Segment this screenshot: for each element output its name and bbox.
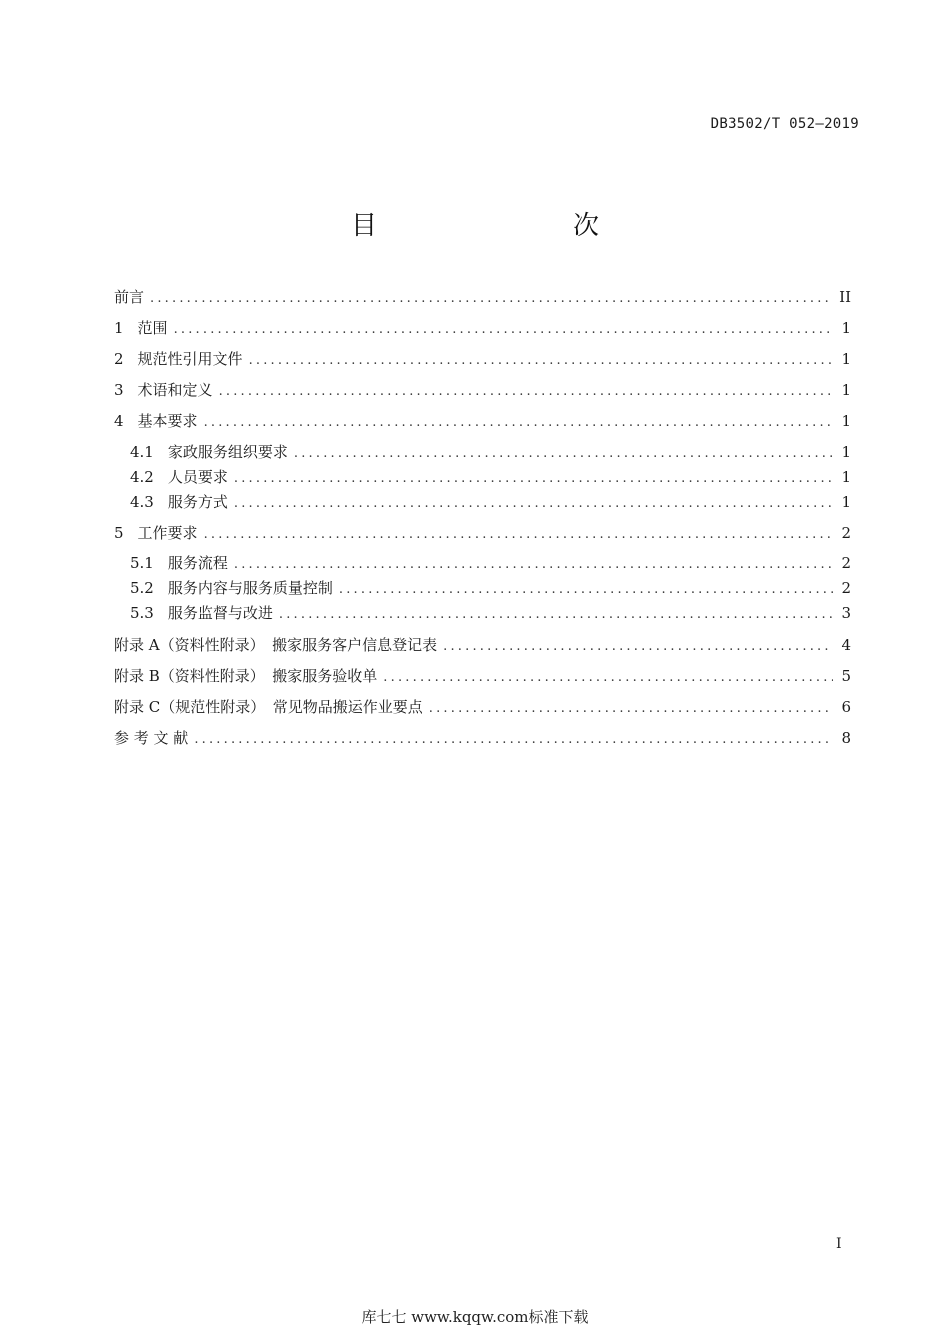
toc-entry-page: 5 bbox=[841, 667, 851, 685]
toc-entry-label: 范围 bbox=[137, 319, 168, 337]
toc-dot-leader bbox=[279, 604, 833, 626]
toc-dot-leader bbox=[234, 468, 833, 490]
toc-entry-label: 人员要求 bbox=[167, 468, 228, 486]
toc-entry-label: 服务监督与改进 bbox=[167, 604, 273, 622]
toc-dot-leader bbox=[429, 698, 833, 720]
toc-entry-page: 1 bbox=[841, 468, 851, 486]
toc-entry-label: 服务方式 bbox=[167, 493, 228, 511]
toc-entry[interactable] bbox=[114, 317, 851, 339]
toc-entry-label: 附录 C（规范性附录） 常见物品搬运作业要点 bbox=[114, 698, 423, 716]
toc-entry-number: 3 bbox=[114, 381, 124, 399]
toc-entry-label: 前言 bbox=[114, 288, 145, 306]
toc-dot-leader bbox=[234, 554, 833, 576]
toc-dot-leader bbox=[204, 412, 833, 434]
toc-entry[interactable] bbox=[130, 466, 851, 488]
toc-entry[interactable] bbox=[114, 634, 851, 656]
toc-entry-label: 附录 A（资料性附录） 搬家服务客户信息登记表 bbox=[114, 636, 438, 654]
page-title: 目 次 bbox=[350, 211, 647, 241]
toc-entry-number: 4.1 bbox=[130, 443, 154, 461]
toc-entry-page: 1 bbox=[841, 381, 851, 399]
toc-entry-number: 4 bbox=[114, 412, 124, 430]
toc-entry-label: 参 考 文 献 bbox=[114, 729, 189, 747]
toc-entry-page: 3 bbox=[841, 604, 851, 622]
toc-entry-label: 规范性引用文件 bbox=[137, 350, 243, 368]
toc-entry[interactable] bbox=[114, 379, 851, 401]
toc-entry[interactable] bbox=[114, 286, 851, 308]
page-number: I bbox=[836, 1236, 842, 1252]
footer-watermark: 库七七 www.kqqw.com标准下载 bbox=[361, 1308, 589, 1326]
toc-entry[interactable] bbox=[114, 696, 851, 718]
toc-dot-leader bbox=[249, 350, 833, 372]
toc-entry-page: II bbox=[839, 288, 851, 306]
toc-entry-number: 4.2 bbox=[130, 468, 154, 486]
toc-dot-leader bbox=[443, 636, 833, 658]
toc-entry[interactable] bbox=[114, 665, 851, 687]
toc-entry-page: 1 bbox=[841, 412, 851, 430]
toc-entry-number: 2 bbox=[114, 350, 124, 368]
toc-entry-page: 2 bbox=[841, 554, 851, 572]
toc-entry-page: 6 bbox=[841, 698, 851, 716]
toc-entry-page: 2 bbox=[841, 524, 851, 542]
toc-entry-page: 8 bbox=[841, 729, 851, 747]
toc-entry[interactable] bbox=[114, 410, 851, 432]
toc-entry[interactable] bbox=[130, 552, 851, 574]
toc-dot-leader bbox=[294, 443, 833, 465]
toc-entry-page: 1 bbox=[841, 493, 851, 511]
toc-entry-number: 5.2 bbox=[130, 579, 154, 597]
toc-entry[interactable] bbox=[130, 577, 851, 599]
toc-entry-number: 4.3 bbox=[130, 493, 154, 511]
toc-entry-number: 5.3 bbox=[130, 604, 154, 622]
toc-entry[interactable] bbox=[130, 602, 851, 624]
toc-entry[interactable] bbox=[130, 441, 851, 463]
toc-entry[interactable] bbox=[130, 491, 851, 513]
toc-entry[interactable] bbox=[114, 348, 851, 370]
toc-entry-label: 附录 B（资料性附录） 搬家服务验收单 bbox=[114, 667, 378, 685]
document-code: DB3502/T 052—2019 bbox=[710, 116, 859, 132]
toc-dot-leader bbox=[150, 288, 833, 310]
toc-dot-leader bbox=[339, 579, 833, 601]
toc-entry-label: 术语和定义 bbox=[137, 381, 213, 399]
toc-entry-label: 服务流程 bbox=[167, 554, 228, 572]
toc-entry-page: 1 bbox=[841, 350, 851, 368]
toc-entry-label: 基本要求 bbox=[137, 412, 198, 430]
toc-entry[interactable] bbox=[114, 727, 851, 749]
toc-entry-page: 1 bbox=[841, 319, 851, 337]
toc-dot-leader bbox=[194, 729, 833, 751]
toc-entry-number: 5 bbox=[114, 524, 124, 542]
toc-entry-label: 服务内容与服务质量控制 bbox=[167, 579, 333, 597]
toc-entry-label: 家政服务组织要求 bbox=[167, 443, 288, 461]
toc-entry-number: 5.1 bbox=[130, 554, 154, 572]
toc-dot-leader bbox=[219, 381, 833, 403]
toc-entry-page: 1 bbox=[841, 443, 851, 461]
toc-dot-leader bbox=[204, 524, 833, 546]
toc-dot-leader bbox=[174, 319, 833, 341]
toc-dot-leader bbox=[383, 667, 833, 689]
toc-entry[interactable] bbox=[114, 522, 851, 544]
toc-dot-leader bbox=[234, 493, 833, 515]
toc-entry-page: 4 bbox=[841, 636, 851, 654]
toc-entry-number: 1 bbox=[114, 319, 124, 337]
toc-entry-page: 2 bbox=[841, 579, 851, 597]
toc-entry-label: 工作要求 bbox=[137, 524, 198, 542]
